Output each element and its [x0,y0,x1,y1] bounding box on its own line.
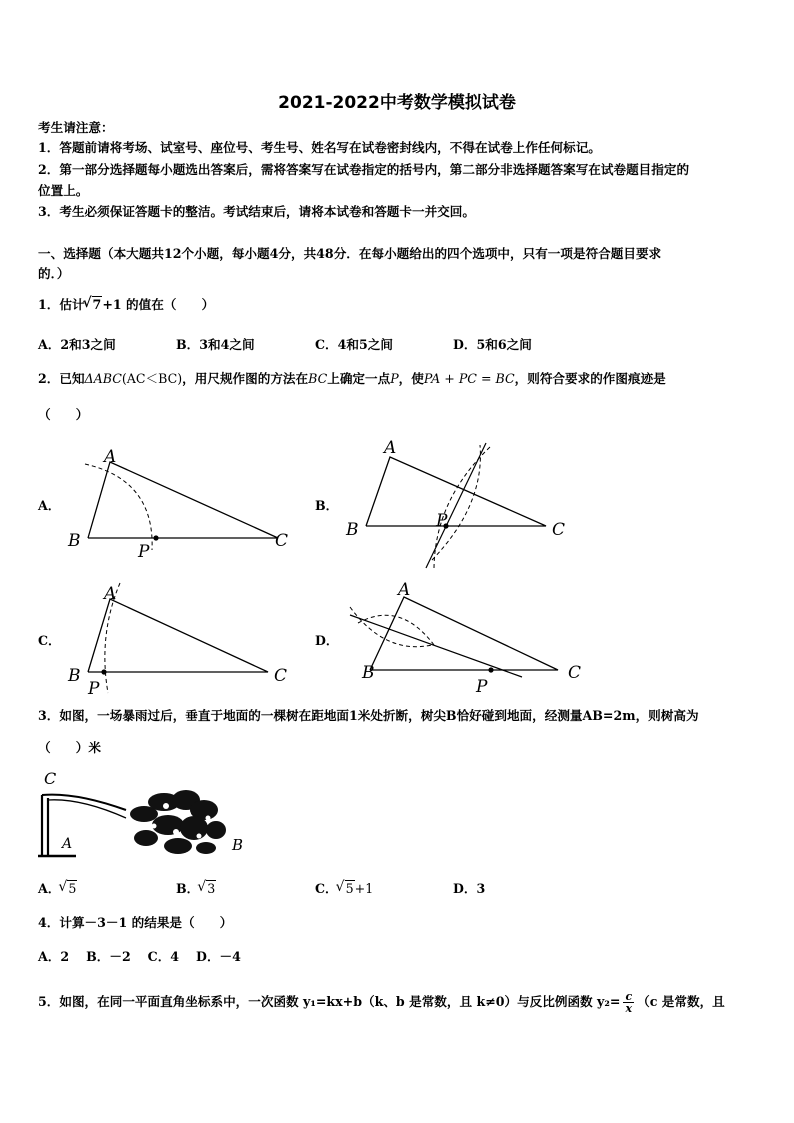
q2-option-d[interactable]: D． [315,633,339,648]
q2-option-c[interactable]: C． [38,633,61,648]
compass-arc-1 [350,607,432,647]
compass-arc-1 [434,447,490,568]
sqrt-symbol: √ 7 [85,295,103,315]
tree-trunk [42,795,48,856]
compass-arc-2 [432,445,480,560]
question-5: 5．如图，在同一平面直角坐标系中，一次函数 y₁=kx+b（k、b 是常数，且 k≠0）与反比例函数 y₂= $\frac{c}{x}$ （c 是常数，且 [38,990,725,1015]
figure-q2-a [60,440,300,565]
label-c: C [275,531,289,551]
broken-top [42,795,126,810]
notice-item: 位置上。 [38,183,89,198]
label-c: C [568,663,582,683]
question-1 [38,295,214,315]
q1-prefix: 1．估计 [38,297,85,312]
question-2: 2．已知ΔABC(AC＜BC)，用尺规作图的方法在BC上确定一点P，使PA + PC = BC，则符合要求的作图痕迹是 [38,371,666,386]
question-4: 4．计算－3－1 的结果是（ ） [38,915,233,930]
label-b: B [68,666,81,686]
q2-option-b[interactable]: B． [315,498,339,513]
figure-q3-tree [36,770,256,862]
figure-q2-d [340,575,590,700]
label-p: P [476,677,488,697]
q1-option-c[interactable]: C．4和5之间 [315,337,393,352]
q4-options[interactable]: A．2 B．－2 C．4 D．－4 [38,949,241,964]
question-3: 3．如图，一场暴雨过后，垂直于地面的一棵树在距地面1米处折断，树尖B恰好碰到地面，经测量AB=2m，则树高为 [38,708,699,723]
label-b: B [346,520,359,540]
notice-item: 3．考生必须保证答题卡的整洁。考试结束后，请将本试卷和答题卡一并交回。 [38,204,475,219]
perpendicular-bisector [426,443,486,568]
notice-heading: 考生请注意： [38,120,114,135]
label-a: A [62,836,73,852]
label-b: B [232,836,244,854]
label-b: B [68,531,81,551]
label-c: C [44,770,57,788]
figure-q2-c [60,575,300,700]
notice-item: 2．第一部分选择题每小题选出答案后，需将答案写在试卷指定的括号内，第二部分非选择题答案写在试卷题目指定的 [38,162,690,177]
q3-option-b[interactable]: B．√ 3 [176,878,216,897]
triangle-abc [88,462,278,538]
q3-option-a[interactable]: A．√ 5 [38,878,77,897]
tree-crown [130,790,226,854]
label-a: A [104,584,117,604]
label-c: C [552,520,566,540]
figure-q2-b [340,435,580,575]
q2-paren: （ ） [38,407,89,422]
label-c: C [274,666,288,686]
triangle-abc [88,599,268,672]
q3-option-c[interactable]: C．√ 5+1 [315,878,373,897]
notice-item: 1．答题前请将考场、试室号、座位号、考生号、姓名写在试卷密封线内，不得在试卷上作任何标记。 [38,140,601,155]
page-title: 2021-2022中考数学模拟试卷 [278,93,516,113]
q3-option-d[interactable]: D．3 [453,881,486,896]
triangle-abc [366,457,546,526]
q3-line2: （ ）米 [38,740,101,755]
label-a: A [384,438,397,458]
label-p: P [138,542,150,562]
q1-option-b[interactable]: B．3和4之间 [176,337,255,352]
triangle-abc [370,597,558,670]
label-p: P [88,679,100,699]
label-a: A [104,447,117,467]
point-p [101,669,106,674]
perpendicular-bisector [350,615,522,677]
point-p [488,667,493,672]
label-a: A [398,580,411,600]
label-b: B [362,663,375,683]
q2-option-a[interactable]: A． [38,498,61,513]
point-p [153,535,158,540]
q1-option-a[interactable]: A．2和3之间 [38,337,116,352]
q1-suffix: +1 的值在（ ） [102,297,215,312]
q1-option-d[interactable]: D．5和6之间 [453,337,532,352]
section-heading: 一、选择题（本大题共12个小题，每小题4分，共48分．在每小题给出的四个选项中，只有一项是符合题目要求 [38,246,662,261]
label-p: P [436,511,448,531]
section-heading-cont: 的．） [38,266,70,281]
